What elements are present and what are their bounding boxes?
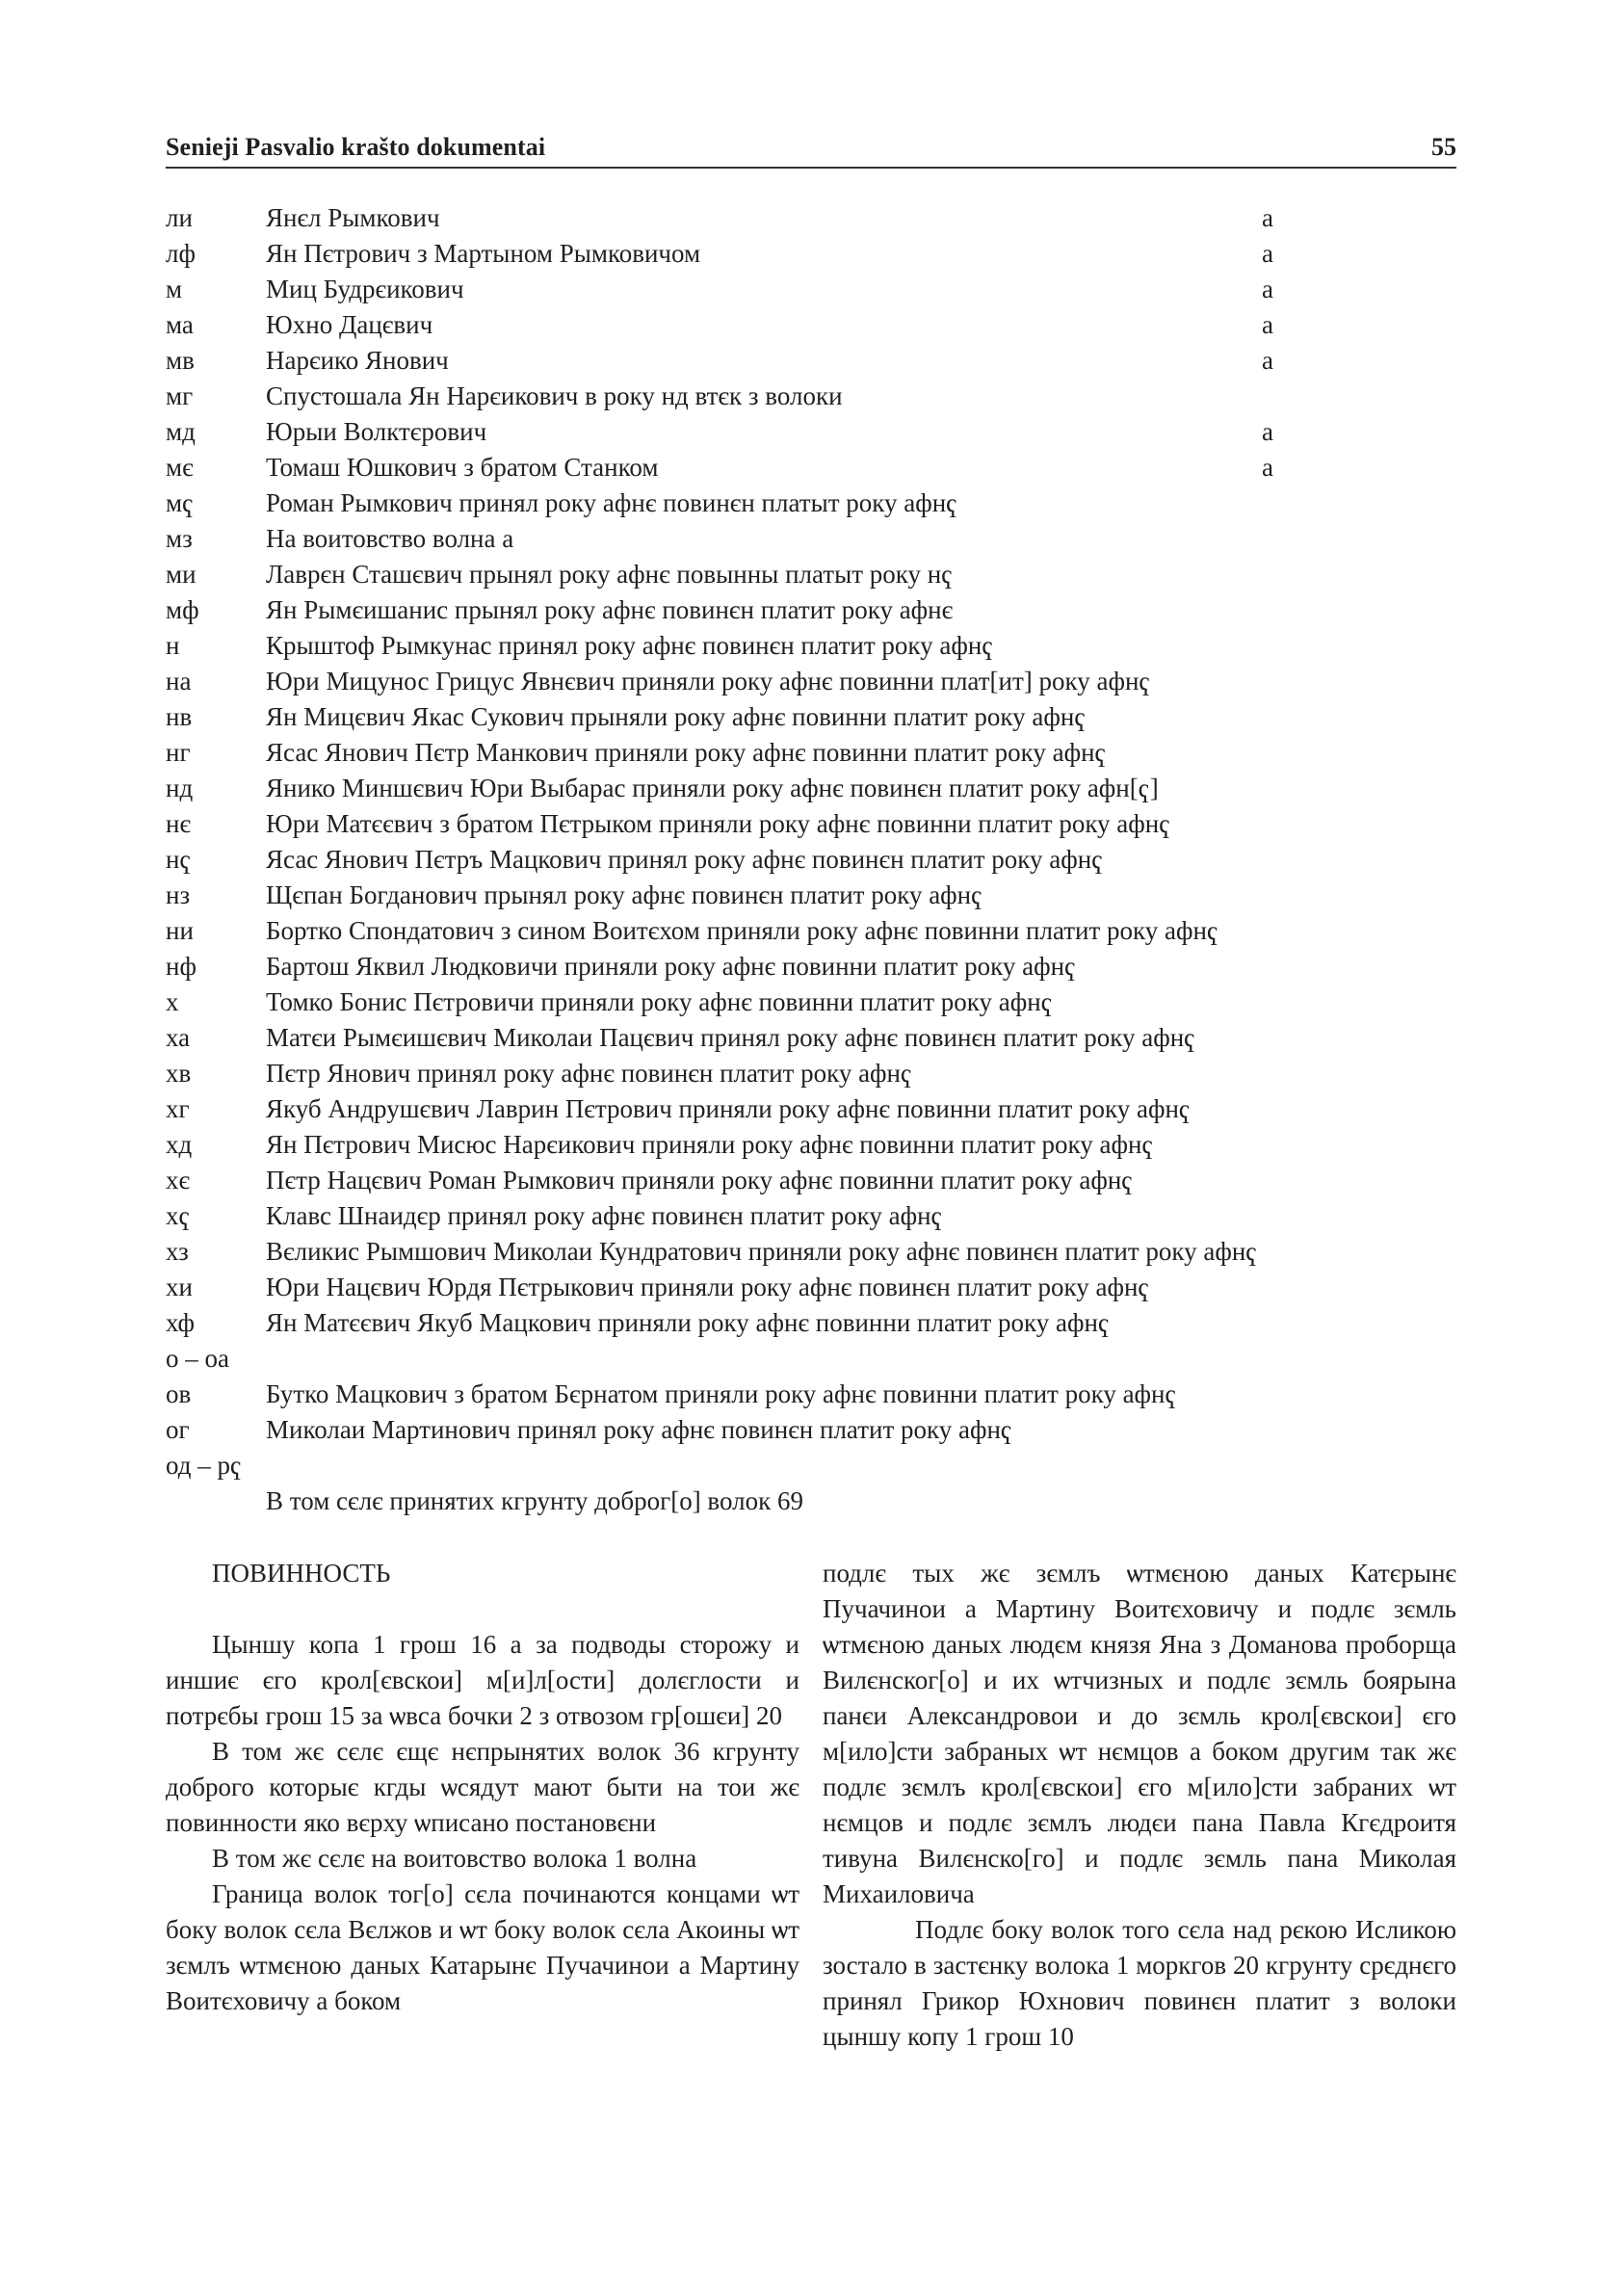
entry-row <box>166 628 1456 664</box>
right-column <box>823 1556 1456 2055</box>
entry-text: Вєликис Рымшович Миколаи Кундратович приняли року афнє повинєн платит року афнҁ <box>266 1237 1258 1266</box>
entry-row <box>166 1234 1456 1270</box>
entry-row <box>166 1020 1456 1056</box>
entry-text: Юри Матєєвич з братом Пєтрыком приняли року афнє повинни платит року афнҁ <box>266 809 1171 838</box>
page-number: 55 <box>1431 133 1456 161</box>
entry-number: хз <box>166 1237 189 1266</box>
entry-number: нф <box>166 952 196 981</box>
entry-text: Миколаи Мартинович принял року афнє повинєн платит року афнҁ <box>266 1415 1012 1444</box>
running-header <box>166 123 1456 162</box>
entry-row <box>166 200 1456 236</box>
entry-text: Нарєико Янович <box>266 346 449 375</box>
entry-row <box>166 1341 1456 1377</box>
header-rule <box>166 167 1456 169</box>
entry-row <box>166 272 1456 307</box>
entry-row <box>166 1198 1456 1234</box>
entry-text: Ян Пєтрович з Мартыном Рымковичом <box>266 239 701 268</box>
entry-number: ли <box>166 203 193 232</box>
entry-text: Миц Будрєикович <box>266 275 464 303</box>
entry-row <box>166 699 1456 735</box>
entry-text: Бартош Яквил Людковичи приняли року афнє повинни платит року афнҁ <box>266 952 1077 981</box>
entry-number: мг <box>166 381 194 410</box>
entry-text: Томаш Юшкович з братом Станком <box>266 453 659 482</box>
entry-number: ха <box>166 1023 191 1052</box>
entry-row <box>166 1412 1456 1448</box>
entry-row <box>166 592 1456 628</box>
two-column-section <box>166 1556 1456 2055</box>
entry-number: ни <box>166 916 194 945</box>
entry-number: од – рҁ <box>166 1451 242 1480</box>
paragraph: Граница волок тог[о] сєла починаются концами ѡт боку волок сєла Вєлжов и ѡт боку волок сєла Акоины ѡт зємлъ ѡтмєною даных Катарынє Пучачинои а Мартину Воитєховичу а боком <box>166 1879 799 2015</box>
entry-text: Ян Рымєишанис прынял року афнє повинєн платит року афнє <box>266 595 954 624</box>
entry-row <box>166 486 1456 521</box>
entry-row <box>166 343 1456 379</box>
entry-row <box>166 1163 1456 1198</box>
entry-number: ов <box>166 1379 192 1408</box>
entry-row <box>166 1305 1456 1341</box>
entry-text: Янєл Рымкович <box>266 203 440 232</box>
entry-row <box>166 379 1456 414</box>
entry-text: Ян Матєєвич Якуб Мацкович приняли року афнє повинни платит року афнҁ <box>266 1308 1110 1337</box>
paragraph: Подлє боку волок того сєла над рєкою Исликою зостало в застєнку волока 1 моркгов 20 кгрунту срєднєго принял Грикор Юхнович повинєн платит з волоки цыншу копу 1 грош 10 <box>823 1915 1456 2051</box>
entry-number: ми <box>166 560 196 589</box>
paragraph: В том жє сєлє єщє нєпрынятих волок 36 кгрунту доброго которыє кгды ѡсядут мают быти на тои жє повинности яко вєрху ѡписано постановєни <box>166 1737 799 1837</box>
entry-row <box>166 521 1456 557</box>
entry-mark: а <box>1262 417 1273 446</box>
entry-number: м <box>166 275 183 303</box>
entry-number: о – оа <box>166 1344 229 1373</box>
entry-number: на <box>166 667 192 696</box>
entry-row <box>166 236 1456 272</box>
entry-text: Бутко Мацкович з братом Бєрнатом приняли року афнє повинни платит року афнҁ <box>266 1379 1177 1408</box>
entry-number: мз <box>166 524 193 553</box>
entry-row <box>166 735 1456 771</box>
entry-text: Пєтр Янович принял року афнє повинєн платит року афнҁ <box>266 1059 912 1088</box>
entry-row <box>166 414 1456 450</box>
entry-mark: а <box>1262 275 1273 303</box>
entry-row <box>166 1377 1456 1412</box>
entry-row <box>166 1091 1456 1127</box>
entry-text: Юри Мицунос Грицус Явнєвич приняли року афнє повинни плат[ит] року афнҁ <box>266 667 1151 696</box>
entry-number: лф <box>166 239 196 268</box>
entry-number: мв <box>166 346 195 375</box>
entry-row <box>166 842 1456 878</box>
entry-number <box>166 1483 266 1519</box>
entry-text: Спустошала Ян Нарєикович в року нд втєк з волоки <box>266 381 843 410</box>
left-column <box>166 1556 799 2055</box>
entry-number: нг <box>166 738 191 767</box>
entry-row <box>166 771 1456 806</box>
entry-mark: а <box>1262 346 1273 375</box>
entry-text: На воитовство волна а <box>266 524 514 553</box>
entry-text: Юри Нацєвич Юрдя Пєтрыкович приняли року афнє повинєн платит року афнҁ <box>266 1273 1150 1301</box>
entry-number: нҁ <box>166 845 192 874</box>
entry-mark: а <box>1262 453 1273 482</box>
paragraph: Цыншу копа 1 грош 16 а за подводы сторожу и иншиє єго крол[євскои] м[и]л[ости] долєглости и потрєбы грош 15 за ѡвса бочки 2 з отвозом гр[ошєи] 20 <box>166 1630 799 1730</box>
entry-row <box>166 984 1456 1020</box>
entry-number: нд <box>166 774 194 802</box>
section-heading: ПОВИННОСТЬ <box>212 1559 391 1588</box>
entry-number: мє <box>166 453 194 482</box>
entry-row <box>166 1483 1456 1519</box>
entry-text: Роман Рымкович принял року афнє повинєн платыт року афнҁ <box>266 488 958 517</box>
entry-row <box>166 949 1456 984</box>
entry-text: Пєтр Нацєвич Роман Рымкович приняли року афнє повинни платит року афнҁ <box>266 1166 1134 1195</box>
entry-number: хд <box>166 1130 193 1159</box>
entry-number: нв <box>166 702 193 731</box>
entry-text: Щєпан Богданович прынял року афнє повинєн платит року афнҁ <box>266 880 983 909</box>
entry-row <box>166 307 1456 343</box>
entry-number: хє <box>166 1166 191 1195</box>
entry-row <box>166 1127 1456 1163</box>
entry-number: нз <box>166 880 191 909</box>
entry-number: н <box>166 631 180 660</box>
entry-mark: а <box>1262 239 1273 268</box>
entry-text: Ясас Янович Пєтръ Мацкович принял року афнє повинєн платит року афнҁ <box>266 845 1104 874</box>
entry-text: Лаврєн Сташєвич прынял року афнє повынны платыт року нҁ <box>266 560 954 589</box>
entry-number: нє <box>166 809 192 838</box>
entry-number: ог <box>166 1415 190 1444</box>
entry-mark: а <box>1262 203 1273 232</box>
entry-text: Ясас Янович Пєтр Манкович приняли року афнє повинни платит року афнҁ <box>266 738 1107 767</box>
entry-number: хи <box>166 1273 193 1301</box>
paragraph: В том жє сєлє на воитовство волока 1 волна <box>212 1844 697 1873</box>
entry-number: хг <box>166 1094 190 1123</box>
entry-number: хф <box>166 1308 195 1337</box>
paragraph: подлє тых жє зємлъ ѡтмєною даных Катєрынє Пучачинои а Мартину Воитєховичу и подлє зємль ѡтмєною даных людєм князя Яна з Доманова проборща Вилєнског[о] и их ѡтчизных и подлє зємль боярына панєи Александровои и до зємль крол[євскои] єго м[ило]сти забраных ѡт нємцов а боком другим так жє подлє зємлъ крол[євскои] єго м[ило]сти забраних ѡт нємцов и подлє зємлъ людєи пана Павла Кгєдроитя тивуна Вилєнско[го] и подлє зємль пана Миколая Михаиловича <box>823 1559 1456 1908</box>
entry-row <box>166 878 1456 913</box>
entry-text: Бортко Спондатович з сином Воитєхом приняли року афнє повинни платит року афнҁ <box>266 916 1218 945</box>
entry-text: Юрыи Волктєрович <box>266 417 487 446</box>
entry-row <box>166 806 1456 842</box>
entry-number: хҁ <box>166 1201 191 1230</box>
entry-text: В том сєлє принятих кгрунту доброг[о] волок 69 <box>266 1486 803 1515</box>
entry-row <box>166 664 1456 699</box>
entry-number: хв <box>166 1059 192 1088</box>
entry-number: мҁ <box>166 488 195 517</box>
entry-row <box>166 1448 1456 1483</box>
entry-number: мф <box>166 595 199 624</box>
entry-text: Якуб Андрушєвич Лаврин Пєтрович приняли року афнє повинни платит року афнҁ <box>266 1094 1191 1123</box>
entry-text: Ян Мицєвич Якас Сукович прыняли року афнє повинни платит року афнҁ <box>266 702 1087 731</box>
entry-text: Клавс Шнаидєр принял року афнє повинєн платит року афнҁ <box>266 1201 943 1230</box>
entry-text: Крыштоф Рымкунас принял року афнє повинєн платит року афнҁ <box>266 631 994 660</box>
entry-row <box>166 913 1456 949</box>
entry-list <box>166 200 1456 1519</box>
entry-text: Янико Миншєвич Юри Выбарас приняли року афнє повинєн платит року афн[ҁ] <box>266 774 1159 802</box>
entry-text: Томко Бонис Пєтровичи приняли року афнє повинни платит року афнҁ <box>266 987 1053 1016</box>
entry-number: х <box>166 987 179 1016</box>
entry-row <box>166 450 1456 486</box>
entry-row <box>166 1056 1456 1091</box>
entry-row <box>166 1270 1456 1305</box>
entry-mark: а <box>1262 310 1273 339</box>
entry-text: Ян Пєтрович Мисюс Нарєикович приняли року афнє повинни платит року афнҁ <box>266 1130 1154 1159</box>
entry-text: Матєи Рымєишєвич Миколаи Пацєвич принял року афнє повинєн платит року афнҁ <box>266 1023 1196 1052</box>
entry-row <box>166 557 1456 592</box>
running-header-title: Senieji Pasvalio krašto dokumentai <box>166 133 546 161</box>
entry-number: ма <box>166 310 194 339</box>
entry-number: мд <box>166 417 196 446</box>
entry-text: Юхно Дацєвич <box>266 310 433 339</box>
